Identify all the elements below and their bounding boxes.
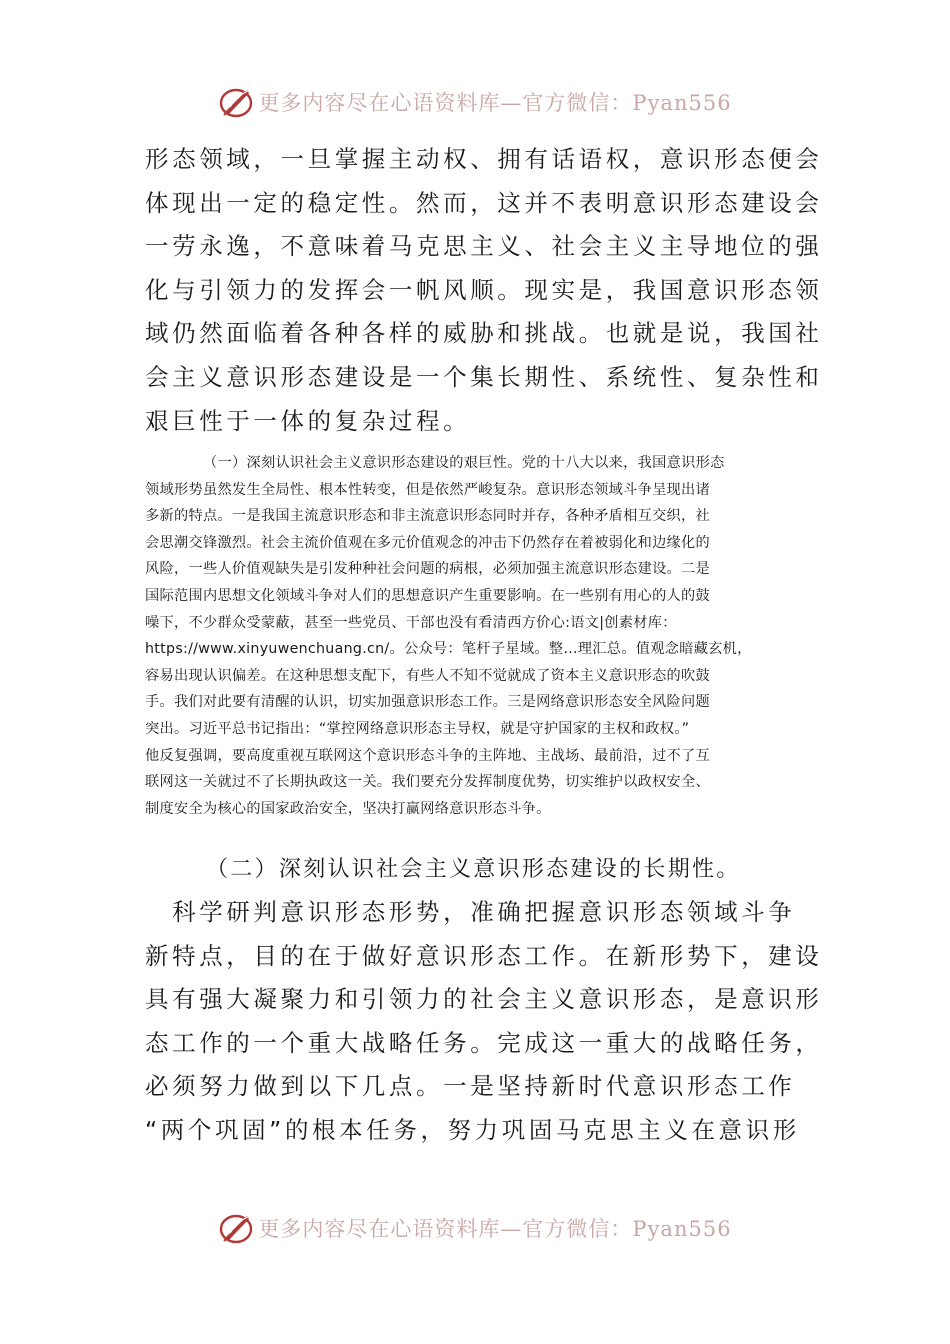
text-line: 联网这一关就过不了长期执政这一关。我们要充分发挥制度优势，切实维护以政权安全、 xyxy=(145,774,711,791)
text-line: 风险，一些人价值观缺失是引发种种社会问题的病根，必须加强主流意识形态建设。二是 xyxy=(145,561,711,578)
text-line: 多新的特点。一是我国主流意识形态和非主流意识形态同时并存，各种矛盾相互交织，社 xyxy=(145,508,711,525)
text-line: 必须努力做到以下几点。一是坚持新时代意识形态工作 xyxy=(145,1072,796,1101)
text-line: 一劳永逸，不意味着马克思主义、社会主义主导地位的强 xyxy=(145,232,823,261)
text-line: 制度安全为核心的国家政治安全，坚决打赢网络意识形态斗争。 xyxy=(145,800,551,817)
paragraph-1 xyxy=(145,138,823,443)
banner-text: 更多内容尽在心语资料库—官方微信：Pyan556 xyxy=(258,91,732,115)
text-line: 化与引领力的发挥会一帆风顺。现实是，我国意识形态领 xyxy=(145,275,823,304)
text-line: 体现出一定的稳定性。然而，这并不表明意识形态建设会 xyxy=(145,188,823,217)
quill-logo-icon xyxy=(218,1211,254,1245)
text-line: 容易出现认识偏差。在这种思想支配下，有些人不知不觉就成了资本主义意识形态的吹鼓 xyxy=(145,667,711,684)
text-line: 科学研判意识形态形势，准确把握意识形态领域斗争 xyxy=(145,898,796,926)
text-line: 会主义意识形态建设是一个集长期性、系统性、复杂性和 xyxy=(145,362,823,391)
text-line: 领域形势虽然发生全局性、根本性转变，但是依然严峻复杂。意识形态领域斗争呈现出诸 xyxy=(145,481,711,498)
text-line: （一）深刻认识社会主义意识形态建设的艰巨性。党的十八大以来，我国意识形态 xyxy=(203,455,725,471)
text-line: 形态领域，一旦掌握主动权、拥有话语权，意识形态便会 xyxy=(145,145,823,173)
text-line: 突出。习近平总书记指出：“掌控网络意识形态主导权，就是守护国家的主权和政权。” xyxy=(145,720,690,737)
text-line: 手。我们对此要有清醒的认识，切实加强意识形态工作。三是网络意识形态安全风险问题 xyxy=(145,694,711,711)
header-banner xyxy=(0,82,950,122)
text-line: 国际范围内思想文化领域斗争对人们的思想意识产生重要影响。在一些别有用心的人的鼓 xyxy=(145,587,711,604)
text-line: 态工作的一个重大战略任务。完成这一重大的战略任务， xyxy=(145,1028,823,1057)
text-line: 噪下，不少群众受蒙蔽，甚至一些党员、干部也没有看清西方价心:语文|创素材库： xyxy=(145,614,677,631)
text-line: 他反复强调，要高度重视互联网这个意识形态斗争的主阵地、主战场、最前沿，过不了互 xyxy=(145,747,711,764)
banner-text: 更多内容尽在心语资料库—官方微信：Pyan556 xyxy=(258,1217,732,1241)
text-line: 具有强大凝聚力和引领力的社会主义意识形态，是意识形 xyxy=(145,985,823,1014)
text-line: 域仍然面临着各种各样的威胁和挑战。也就是说，我国社 xyxy=(145,319,823,348)
text-line: 会思潮交锋激烈。社会主流价值观在多元价值观念的冲击下仍然存在着被弱化和边缘化的 xyxy=(145,534,711,551)
text-line: https://www.xinyuwenchuang.cn/。公众号：笔杆子星域。整…理汇总。值观念暗藏玄机， xyxy=(145,641,752,658)
section-2-heading: （二）深刻认识社会主义意识形态建设的长期性。 xyxy=(206,857,741,882)
text-line: “两个巩固”的根本任务，努力巩固马克思主义在意识形 xyxy=(145,1115,800,1144)
footer-banner xyxy=(0,1208,950,1248)
text-line: 新特点，目的在于做好意识形态工作。在新形势下，建设 xyxy=(145,941,823,970)
quill-logo-icon xyxy=(218,85,254,119)
text-line: 艰巨性于一体的复杂过程。 xyxy=(145,406,471,435)
section-1-paragraph xyxy=(145,450,810,822)
paragraph-3 xyxy=(145,891,823,1153)
